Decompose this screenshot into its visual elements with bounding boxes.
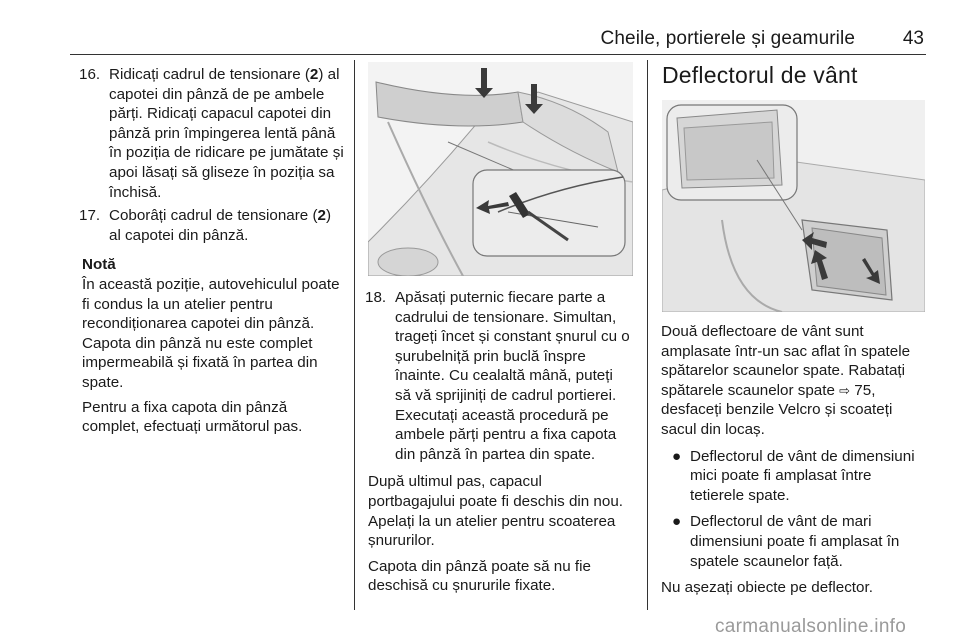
header-rule (70, 54, 926, 55)
page-number: 43 (902, 28, 924, 49)
step-18-number: 18. (365, 289, 387, 306)
step-17 (79, 206, 347, 245)
note-label: Notă (82, 256, 116, 274)
column-divider-2 (647, 60, 648, 610)
bullet-small-deflector (661, 447, 929, 506)
bullet-2-text: Deflectorul de vânt de mari dimensiuni poate fi amplasat în spatele scaunelor față. (690, 513, 900, 570)
fix-text: Pentru a fixa capota din pânză complet, efectuați următorul pas. (82, 398, 303, 436)
watermark: carmanualsonline.info (715, 616, 907, 637)
column-3 (661, 322, 929, 598)
figure-wind-deflector (662, 100, 925, 312)
step-18 (365, 288, 633, 464)
step-16-text-b: ) al capotei din pânză de pe ambele părți. Ridicați capacul capotei din pânză prin împingerea lentă până în poziția de ridicare pe jumătate și apoi lăsați să gliseze în poziția sa închisă. (109, 66, 344, 201)
step-17-text-b: ) al capotei din pânză. (109, 207, 332, 244)
chapter-title: Cheile, portierele și geamurile (600, 28, 855, 49)
step-16-number: 16. (79, 66, 101, 83)
step-18-text: Apăsați puternic fiecare parte a cadrului de tensionare. Simultan, trageți încet și constant șnurul cu o șurubelniță prin buclă înspre înainte. Cu cealaltă mână, puteți să vă sprijiniți de cadrul portierei. Executați această procedură pe ambele părți pentru a fixa capota din pânză în partea din spate. (395, 289, 630, 463)
page-reference-icon: ⇨ (839, 382, 851, 398)
column-2 (365, 288, 633, 596)
hood-text: Capota din pânză poate să nu fie deschisă cu șnururile fixate. (368, 557, 591, 595)
bullet-icon: ● (672, 447, 682, 465)
intro-text-a: Două deflectoare de vânt sunt amplasate într-un sac aflat în spatele spătarelor scaunelor spate. Rabatați spătarele scaunelor spate (661, 323, 911, 399)
intro-text-b: , desfaceți benzile Velcro și scoateți sacul din locaș. (661, 381, 893, 438)
closing-text: Nu așezați obiecte pe deflector. (661, 579, 873, 597)
intro-text (661, 322, 929, 440)
column-divider-1 (354, 60, 355, 610)
step-17-number: 17. (79, 207, 101, 225)
note-text: În această poziție, autovehiculul poate fi condus la un atelier pentru recondiționarea capotei din pânză. Capota din pânză nu este complet impermeabilă și fixată în partea din spate. (82, 275, 340, 391)
bullet-icon: ● (672, 513, 682, 531)
step-17-ref: 2 (317, 207, 326, 225)
step-17-text-a: Coborâți cadrul de tensionare ( (109, 207, 318, 225)
page-header (0, 28, 960, 52)
step-16 (79, 65, 347, 202)
step-16-text-a: Ridicați cadrul de tensionare ( (109, 66, 310, 83)
bullet-1-text: Deflectorul de vânt de dimensiuni mici poate fi amplasat între tetierele spate. (690, 447, 915, 504)
section-title: Deflectorul de vânt (662, 62, 858, 88)
bullet-large-deflector (661, 512, 929, 571)
after-text: După ultimul pas, capacul portbagajului poate fi deschis din nou. Apelați la un atelier pentru scoaterea șnururilor. (368, 473, 623, 550)
reference-page[interactable]: 75 (854, 381, 872, 399)
column-1 (79, 65, 347, 437)
figure-soft-top-tensioning (368, 62, 633, 276)
step-16-ref: 2 (309, 66, 319, 83)
